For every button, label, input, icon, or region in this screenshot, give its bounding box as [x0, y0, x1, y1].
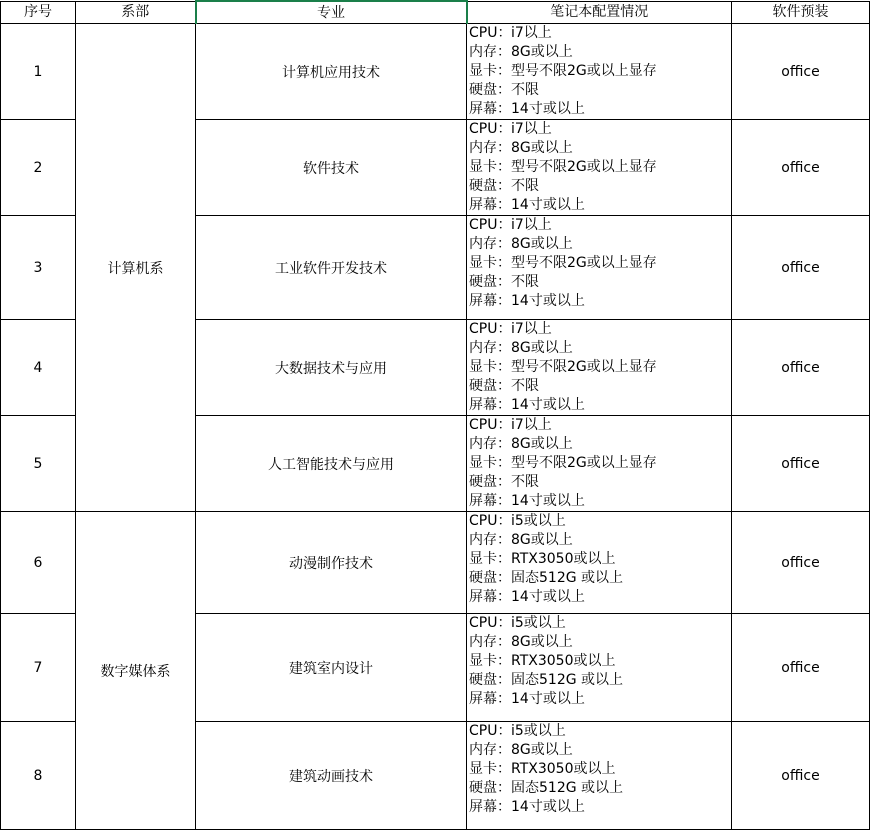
spec-line — [469, 120, 731, 139]
laptop-spec-cell[interactable] — [467, 320, 732, 416]
seq-cell[interactable]: 4 — [1, 320, 76, 416]
seq-cell[interactable]: 7 — [1, 614, 76, 722]
spec-label: 屏幕： — [469, 691, 511, 707]
spec-line — [469, 492, 731, 511]
software-cell[interactable]: office — [732, 120, 870, 216]
spec-label: 内存： — [469, 742, 511, 758]
spec-line — [469, 177, 731, 196]
spec-label: 内存： — [469, 140, 511, 156]
spec-value: RTX3050或以上 — [511, 551, 616, 567]
laptop-spec-cell[interactable] — [467, 416, 732, 512]
seq-cell[interactable]: 3 — [1, 216, 76, 320]
spec-value: 型号不限2G或以上显存 — [511, 255, 657, 271]
header-software[interactable]: 软件预装 — [732, 1, 870, 24]
spec-value: 14寸或以上 — [511, 493, 585, 509]
major-cell[interactable]: 计算机应用技术 — [196, 24, 467, 120]
spec-line — [469, 377, 731, 396]
spec-line — [469, 254, 731, 273]
spec-value: 型号不限2G或以上显存 — [511, 63, 657, 79]
spec-label: 硬盘： — [469, 570, 511, 586]
spec-value: 14寸或以上 — [511, 101, 585, 117]
seq-cell[interactable]: 8 — [1, 722, 76, 830]
spec-label: 内存： — [469, 340, 511, 356]
spec-value: i7以上 — [511, 417, 552, 433]
spec-line — [469, 671, 731, 690]
spec-label: CPU： — [469, 615, 512, 631]
spec-value: 8G或以上 — [511, 532, 573, 548]
spec-line — [469, 416, 731, 435]
software-cell[interactable]: office — [732, 320, 870, 416]
major-cell[interactable]: 大数据技术与应用 — [196, 320, 467, 416]
spec-line — [469, 588, 731, 607]
spec-line — [469, 569, 731, 588]
table-row — [1, 24, 870, 120]
spec-value: 14寸或以上 — [511, 293, 585, 309]
spec-label: 屏幕： — [469, 397, 511, 413]
spec-label: 硬盘： — [469, 474, 511, 490]
header-row — [1, 1, 870, 24]
software-cell[interactable]: office — [732, 614, 870, 722]
laptop-spec-cell[interactable] — [467, 512, 732, 614]
spec-label: 内存： — [469, 634, 511, 650]
spec-label: 显卡： — [469, 653, 511, 669]
spec-value: i5或以上 — [511, 723, 566, 739]
dept-cell[interactable]: 数字媒体系 — [76, 512, 196, 830]
spec-line — [469, 396, 731, 415]
spec-label: 显卡： — [469, 455, 511, 471]
header-laptop[interactable]: 笔记本配置情况 — [467, 1, 732, 24]
seq-cell[interactable]: 1 — [1, 24, 76, 120]
spec-line — [469, 216, 731, 235]
spec-line — [469, 81, 731, 100]
spec-label: 屏幕： — [469, 293, 511, 309]
spec-label: 硬盘： — [469, 82, 511, 98]
spec-line — [469, 550, 731, 569]
spec-value: 不限 — [511, 178, 539, 194]
spec-line — [469, 690, 731, 709]
spec-label: 屏幕： — [469, 799, 511, 815]
spec-value: RTX3050或以上 — [511, 653, 616, 669]
spec-line — [469, 798, 731, 817]
spec-label: 显卡： — [469, 359, 511, 375]
spec-value: 8G或以上 — [511, 742, 573, 758]
spec-line — [469, 158, 731, 177]
spec-line — [469, 454, 731, 473]
spec-label: 内存： — [469, 436, 511, 452]
spec-line — [469, 760, 731, 779]
spec-label: CPU： — [469, 417, 512, 433]
spec-line — [469, 273, 731, 292]
spec-value: i5或以上 — [511, 615, 566, 631]
spec-label: 显卡： — [469, 551, 511, 567]
spec-line — [469, 779, 731, 798]
spec-value: i7以上 — [511, 121, 552, 137]
major-cell[interactable]: 工业软件开发技术 — [196, 216, 467, 320]
spec-label: CPU： — [469, 217, 512, 233]
major-cell[interactable]: 建筑动画技术 — [196, 722, 467, 830]
laptop-spec-cell[interactable] — [467, 722, 732, 830]
spec-label: 硬盘： — [469, 178, 511, 194]
spec-line — [469, 339, 731, 358]
table-row — [1, 512, 870, 614]
laptop-spec-cell[interactable] — [467, 24, 732, 120]
spec-label: CPU： — [469, 121, 512, 137]
header-major[interactable]: 专业 — [196, 1, 467, 24]
spec-line — [469, 62, 731, 81]
spec-value: 14寸或以上 — [511, 397, 585, 413]
spec-value: 14寸或以上 — [511, 589, 585, 605]
spec-value: 8G或以上 — [511, 634, 573, 650]
spec-label: 硬盘： — [469, 274, 511, 290]
spec-line — [469, 633, 731, 652]
software-cell[interactable]: office — [732, 416, 870, 512]
spec-value: RTX3050或以上 — [511, 761, 616, 777]
spec-value: 8G或以上 — [511, 44, 573, 60]
spec-label: CPU： — [469, 25, 512, 41]
spec-line — [469, 320, 731, 339]
spec-label: 显卡： — [469, 255, 511, 271]
spec-value: 8G或以上 — [511, 236, 573, 252]
spec-label: 显卡： — [469, 761, 511, 777]
spec-value: 不限 — [511, 474, 539, 490]
major-cell[interactable]: 人工智能技术与应用 — [196, 416, 467, 512]
spec-label: 显卡： — [469, 63, 511, 79]
spec-line — [469, 43, 731, 62]
spec-line — [469, 358, 731, 377]
spec-label: 屏幕： — [469, 589, 511, 605]
spec-line — [469, 741, 731, 760]
spec-line — [469, 722, 731, 741]
spec-label: 硬盘： — [469, 672, 511, 688]
spec-label: 显卡： — [469, 159, 511, 175]
spec-value: 型号不限2G或以上显存 — [511, 159, 657, 175]
software-cell[interactable]: office — [732, 24, 870, 120]
spec-value: 8G或以上 — [511, 140, 573, 156]
software-cell[interactable]: office — [732, 216, 870, 320]
spec-value: i7以上 — [511, 321, 552, 337]
laptop-spec-cell[interactable] — [467, 216, 732, 320]
seq-cell[interactable]: 2 — [1, 120, 76, 216]
major-cell[interactable]: 软件技术 — [196, 120, 467, 216]
spec-value: 固态512G 或以上 — [511, 570, 624, 586]
spec-value: 不限 — [511, 274, 539, 290]
spec-line — [469, 512, 731, 531]
spec-label: 内存： — [469, 236, 511, 252]
spec-line — [469, 139, 731, 158]
spec-line — [469, 614, 731, 633]
spec-value: 14寸或以上 — [511, 691, 585, 707]
spec-line — [469, 235, 731, 254]
software-cell[interactable]: office — [732, 512, 870, 614]
spec-value: 不限 — [511, 82, 539, 98]
spec-value: 不限 — [511, 378, 539, 394]
spec-value: i7以上 — [511, 217, 552, 233]
header-seq[interactable]: 序号 — [1, 1, 76, 24]
spec-value: i7以上 — [511, 25, 552, 41]
spec-value: 固态512G 或以上 — [511, 672, 624, 688]
spec-line — [469, 531, 731, 550]
laptop-spec-cell[interactable] — [467, 120, 732, 216]
spec-label: 屏幕： — [469, 493, 511, 509]
spec-label: 内存： — [469, 532, 511, 548]
spec-label: 屏幕： — [469, 101, 511, 117]
spec-label: CPU： — [469, 321, 512, 337]
major-cell[interactable]: 动漫制作技术 — [196, 512, 467, 614]
header-dept[interactable]: 系部 — [76, 1, 196, 24]
spec-value: 14寸或以上 — [511, 197, 585, 213]
major-cell[interactable]: 建筑室内设计 — [196, 614, 467, 722]
spec-line — [469, 100, 731, 119]
spec-line — [469, 652, 731, 671]
laptop-spec-cell[interactable] — [467, 614, 732, 722]
spec-value: 型号不限2G或以上显存 — [511, 455, 657, 471]
dept-cell[interactable]: 计算机系 — [76, 24, 196, 512]
spec-label: 屏幕： — [469, 197, 511, 213]
spec-line — [469, 196, 731, 215]
spec-line — [469, 292, 731, 311]
software-cell[interactable]: office — [732, 722, 870, 830]
spec-line — [469, 24, 731, 43]
spec-value: 8G或以上 — [511, 436, 573, 452]
spec-label: CPU： — [469, 513, 512, 529]
spec-label: 内存： — [469, 44, 511, 60]
spec-line — [469, 473, 731, 492]
spec-label: 硬盘： — [469, 378, 511, 394]
seq-cell[interactable]: 5 — [1, 416, 76, 512]
spec-label: CPU： — [469, 723, 512, 739]
seq-cell[interactable]: 6 — [1, 512, 76, 614]
spec-value: 14寸或以上 — [511, 799, 585, 815]
spec-line — [469, 435, 731, 454]
spec-value: 8G或以上 — [511, 340, 573, 356]
spec-value: 型号不限2G或以上显存 — [511, 359, 657, 375]
spec-value: 固态512G 或以上 — [511, 780, 624, 796]
spec-value: i5或以上 — [511, 513, 566, 529]
spec-label: 硬盘： — [469, 780, 511, 796]
